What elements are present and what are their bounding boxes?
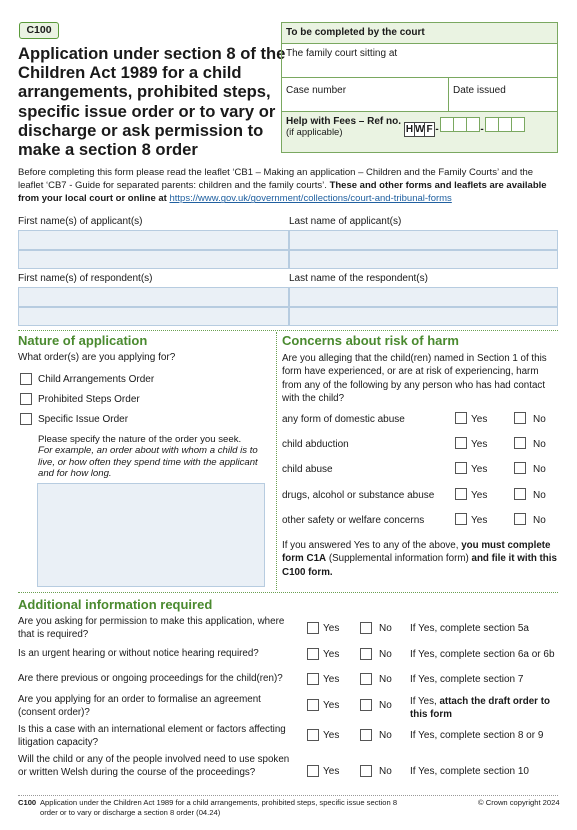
hwf-reference-input[interactable] xyxy=(404,116,524,148)
hwf-label: Help with Fees – Ref no. xyxy=(286,116,402,127)
harm-item-label: other safety or welfare concerns xyxy=(282,515,425,526)
child-arrangements-checkbox[interactable] xyxy=(20,373,32,385)
hwf-digit-box[interactable] xyxy=(440,117,454,132)
harm-yes-label: Yes xyxy=(471,464,488,475)
form-code-badge: C100 xyxy=(19,22,59,39)
harm-no-label: No xyxy=(533,464,546,475)
intro-bold: These and other forms and leaflets are available from your local court or online at xyxy=(18,180,547,205)
additional-yes-label: Yes xyxy=(323,730,340,741)
c1a-note-start: If you answered Yes to any of the above, xyxy=(282,540,459,551)
c1a-note-bold1: you must complete form C1A xyxy=(282,540,551,565)
additional-yes-checkbox[interactable] xyxy=(307,673,319,685)
nature-heading: Nature of application xyxy=(18,333,148,348)
specific-issue-checkbox[interactable] xyxy=(20,413,32,425)
additional-no-checkbox[interactable] xyxy=(360,765,372,777)
hwf-digit-box[interactable] xyxy=(453,117,467,132)
additional-question: Are you asking for permission to make this application, where that is required? xyxy=(18,616,285,640)
hwf-digit-box[interactable] xyxy=(466,117,480,132)
footer-line1: Application under the Children Act 1989 for a child arrangements, prohibited steps, specific issue section 8 xyxy=(39,798,398,807)
additional-note: If Yes, complete section 10 xyxy=(410,766,529,777)
harm-yes-checkbox[interactable] xyxy=(455,462,467,474)
applicant-first-name-field-2[interactable] xyxy=(18,250,289,269)
additional-question: Is an urgent hearing or without notice hearing required? xyxy=(18,648,259,659)
forms-link[interactable]: https://www.gov.uk/government/collections/court-and-tribunal-forms xyxy=(169,193,452,205)
harm-no-checkbox[interactable] xyxy=(514,412,526,424)
harm-no-checkbox[interactable] xyxy=(514,437,526,449)
additional-yes-label: Yes xyxy=(323,700,340,711)
hwf-letter-f: F xyxy=(424,122,435,137)
harm-yes-checkbox[interactable] xyxy=(455,412,467,424)
respondent-last-name-label: Last name of the respondent(s) xyxy=(289,273,428,284)
additional-no-checkbox[interactable] xyxy=(360,648,372,660)
hwf-note: (if applicable) xyxy=(286,127,343,138)
additional-note: If Yes, complete section 7 xyxy=(410,674,524,685)
harm-no-label: No xyxy=(533,515,546,526)
additional-note: If Yes, complete section 5a xyxy=(410,623,529,634)
family-court-field[interactable] xyxy=(282,44,557,78)
court-box-header: To be completed by the court xyxy=(282,23,557,44)
footer-copyright: © Crown copyright 2024 xyxy=(478,798,560,807)
harm-question: Are you alleging that the child(ren) named in Section 1 of this form have experienced, or are at risk of experiencing, harm from any of the following by any person who has had contact with the child? xyxy=(282,353,547,404)
form-title: Application under section 8 of the Children Act 1989 for a child arrangements, prohibited steps, specific issue order or to vary or discharge or ask permission to make a section 8 order xyxy=(18,44,286,160)
hwf-letter-w: W xyxy=(415,124,425,135)
applicant-last-name-field-2[interactable] xyxy=(289,250,558,269)
additional-heading: Additional information required xyxy=(18,597,213,612)
additional-question: Are you applying for an order to formalise an agreement (consent order)? xyxy=(18,694,261,718)
harm-yes-checkbox[interactable] xyxy=(455,488,467,500)
footer-line2: order or to vary or discharge a section 8 order (04.24) xyxy=(40,808,221,817)
date-issued-field[interactable] xyxy=(449,78,557,111)
section-divider xyxy=(18,592,558,593)
harm-yes-checkbox[interactable] xyxy=(455,513,467,525)
hwf-digit-box[interactable] xyxy=(511,117,525,132)
additional-no-label: No xyxy=(379,623,392,634)
order-nature-textarea[interactable] xyxy=(37,483,265,587)
harm-yes-label: Yes xyxy=(471,439,488,450)
c1a-note-mid: (Supplemental information form) xyxy=(328,553,469,565)
specify-nature-label: Please specify the nature of the order you seek. xyxy=(38,434,242,445)
additional-yes-checkbox[interactable] xyxy=(307,765,319,777)
hwf-digit-box[interactable] xyxy=(498,117,512,132)
harm-yes-checkbox[interactable] xyxy=(455,437,467,449)
court-use-box xyxy=(281,22,558,153)
additional-yes-label: Yes xyxy=(323,623,340,634)
footer-text xyxy=(18,798,397,818)
harm-item-label: child abuse xyxy=(282,464,333,475)
column-divider xyxy=(276,332,277,590)
additional-note xyxy=(410,696,558,721)
case-number-field[interactable] xyxy=(282,78,449,111)
additional-yes-checkbox[interactable] xyxy=(307,648,319,660)
harm-no-label: No xyxy=(533,414,546,425)
harm-no-checkbox[interactable] xyxy=(514,462,526,474)
additional-no-checkbox[interactable] xyxy=(360,699,372,711)
section-divider xyxy=(18,330,558,331)
respondent-last-name-field-2[interactable] xyxy=(289,307,558,326)
additional-note: If Yes, complete section 8 or 9 xyxy=(410,730,544,741)
additional-note-bold: attach the draft order to this form xyxy=(410,696,550,720)
additional-no-checkbox[interactable] xyxy=(360,673,372,685)
harm-yes-label: Yes xyxy=(471,490,488,501)
hwf-row xyxy=(282,112,557,152)
specific-issue-label: Specific Issue Order xyxy=(38,414,129,425)
applicant-last-name-field-1[interactable] xyxy=(289,230,558,250)
respondent-last-name-field-1[interactable] xyxy=(289,287,558,307)
case-number-label: Case number xyxy=(286,85,347,96)
additional-no-checkbox[interactable] xyxy=(360,622,372,634)
respondent-first-name-field-2[interactable] xyxy=(18,307,289,326)
hwf-dash: - xyxy=(480,124,484,135)
c1a-note-bold2: and file it with this C100 form. xyxy=(282,553,557,578)
footer-divider xyxy=(18,795,558,796)
hwf-letter-h: H xyxy=(405,124,414,135)
additional-yes-checkbox[interactable] xyxy=(307,699,319,711)
additional-no-label: No xyxy=(379,649,392,660)
intro-part1: Before completing this form please read the leaflet ‘CB1 – Making an application – Children and the Family Courts’ and the leaflet ‘CB7 - Guide for separated parents: children and the family courts’. xyxy=(18,167,534,192)
hwf-digit-box[interactable] xyxy=(485,117,499,132)
additional-question: Is this a case with an international element or factors affecting litigation capacity? xyxy=(18,724,286,748)
specify-nature-example: For example, an order about with whom a child is to live, or how often they spend time with the applicant and for how long. xyxy=(38,445,258,480)
harm-no-label: No xyxy=(533,439,546,450)
nature-question: What order(s) are you applying for? xyxy=(18,352,176,363)
harm-no-label: No xyxy=(533,490,546,501)
date-issued-label: Date issued xyxy=(453,85,506,96)
specify-nature-text xyxy=(38,434,264,480)
child-arrangements-label: Child Arrangements Order xyxy=(38,374,155,385)
prohibited-steps-checkbox[interactable] xyxy=(20,393,32,405)
applicant-first-name-field-1[interactable] xyxy=(18,230,289,250)
harm-heading: Concerns about risk of harm xyxy=(282,333,459,348)
harm-yes-label: Yes xyxy=(471,515,488,526)
additional-yes-checkbox[interactable] xyxy=(307,729,319,741)
harm-item-label: drugs, alcohol or substance abuse xyxy=(282,490,435,501)
additional-yes-label: Yes xyxy=(323,766,340,777)
harm-yes-label: Yes xyxy=(471,414,488,425)
additional-no-label: No xyxy=(379,730,392,741)
harm-item-label: any form of domestic abuse xyxy=(282,414,405,425)
footer-code: C100 xyxy=(18,798,37,807)
additional-question: Will the child or any of the people involved need to use spoken or written Welsh during the course of the proceedings? xyxy=(18,754,290,778)
additional-no-label: No xyxy=(379,766,392,777)
additional-no-checkbox[interactable] xyxy=(360,729,372,741)
additional-note-pre: If Yes, xyxy=(410,696,437,707)
family-court-label: The family court sitting at xyxy=(286,48,398,59)
harm-no-checkbox[interactable] xyxy=(514,513,526,525)
applicant-last-name-label: Last name of applicant(s) xyxy=(289,216,402,227)
applicant-first-name-label: First name(s) of applicant(s) xyxy=(18,216,143,227)
additional-yes-label: Yes xyxy=(323,649,340,660)
harm-no-checkbox[interactable] xyxy=(514,488,526,500)
additional-yes-checkbox[interactable] xyxy=(307,622,319,634)
respondent-first-name-field-1[interactable] xyxy=(18,287,289,307)
additional-note: If Yes, complete section 6a or 6b xyxy=(410,649,555,660)
additional-no-label: No xyxy=(379,700,392,711)
additional-question: Are there previous or ongoing proceedings for the child(ren)? xyxy=(18,673,283,684)
c1a-note xyxy=(282,539,558,579)
intro-text xyxy=(18,166,558,206)
additional-no-label: No xyxy=(379,674,392,685)
harm-item-label: child abduction xyxy=(282,439,349,450)
additional-yes-label: Yes xyxy=(323,674,340,685)
prohibited-steps-label: Prohibited Steps Order xyxy=(38,394,140,405)
hwf-dash: - xyxy=(435,124,439,135)
respondent-first-name-label: First name(s) of respondent(s) xyxy=(18,273,153,284)
